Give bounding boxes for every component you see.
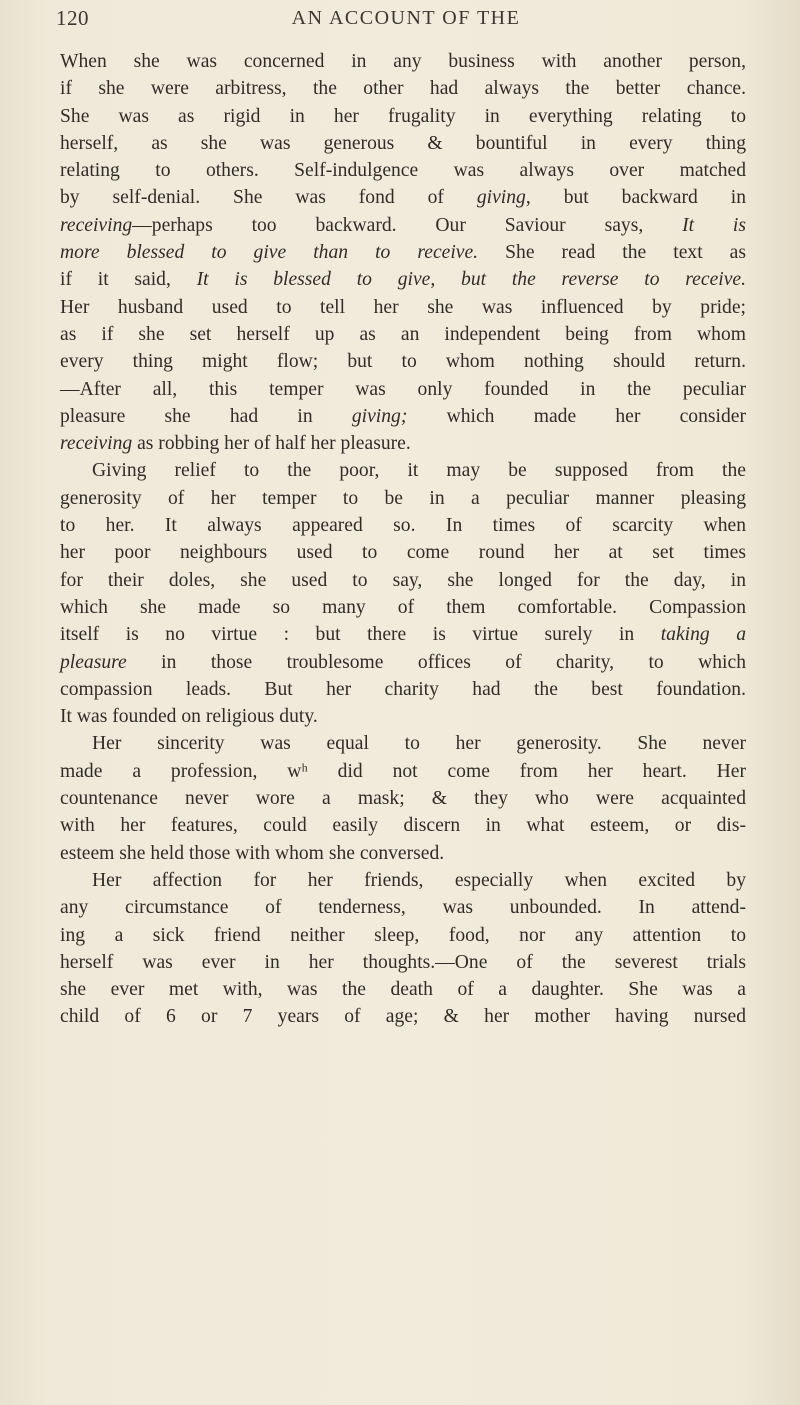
- italic-phrase: giving: [476, 187, 526, 209]
- italic-phrase: receiving: [60, 214, 133, 236]
- page-header: [56, 6, 756, 36]
- text-segment: in those troublesome offices of charity, to which: [126, 651, 746, 673]
- text-line: [60, 539, 746, 566]
- text-segment: , but backward in: [525, 187, 746, 209]
- text-line: [60, 621, 746, 648]
- text-segment: pleasure she had in: [60, 405, 352, 427]
- italic-phrase: giving;: [351, 405, 408, 427]
- text-segment: compassion leads. But her charity had the best foundation.: [60, 678, 746, 700]
- text-segment: itself is no virtue : but there is virtue surely in: [60, 624, 661, 646]
- text-segment: if it said,: [60, 269, 197, 291]
- text-line: [60, 758, 746, 785]
- text-line: [60, 430, 746, 457]
- text-segment: if she were arbitress, the other had always the better chance.: [60, 78, 746, 100]
- text-segment: herself, as she was generous & bountiful in every thing: [60, 132, 746, 154]
- text-line: [60, 676, 746, 703]
- text-segment: she ever met with, was the death of a daughter. She was a: [60, 979, 746, 1001]
- text-line: [60, 75, 746, 102]
- body-text: [60, 48, 746, 1031]
- text-segment: any circumstance of tenderness, was unbounded. In attend-: [60, 897, 746, 919]
- text-line: [60, 403, 746, 430]
- text-segment: countenance never wore a mask; & they who were acquainted: [60, 788, 746, 810]
- text-line: [60, 485, 746, 512]
- text-segment: Giving relief to the poor, it may be supposed from the: [92, 460, 746, 482]
- italic-phrase: taking a: [660, 624, 747, 646]
- text-segment: her poor neighbours used to come round her at set times: [60, 542, 746, 564]
- text-line: [60, 157, 746, 184]
- text-line: [60, 212, 746, 239]
- text-line: [60, 457, 746, 484]
- text-segment: relating to others. Self-indulgence was always over matched: [60, 160, 746, 182]
- italic-phrase: receiving: [60, 433, 133, 455]
- text-line: [60, 103, 746, 130]
- text-line: [60, 130, 746, 157]
- text-segment: to her. It always appeared so. In times of scarcity when: [60, 515, 746, 537]
- text-line: [60, 294, 746, 321]
- text-segment: —perhaps too backward. Our Saviour says,: [132, 214, 683, 236]
- text-line: [60, 594, 746, 621]
- text-segment: —After all, this temper was only founded in the peculiar: [60, 378, 746, 400]
- text-segment: child of 6 or 7 years of age; & her mother having nursed: [60, 1006, 746, 1028]
- text-segment: Her sincerity was equal to her generosity. She never: [92, 733, 746, 755]
- text-segment: esteem she held those with whom she conversed.: [60, 842, 445, 864]
- page-number: 120: [56, 6, 89, 30]
- text-segment: Her husband used to tell her she was influenced by pride;: [60, 296, 746, 318]
- text-segment: by self-denial. She was fond of: [60, 187, 477, 209]
- text-line: [60, 812, 746, 839]
- text-segment: made a profession, wʰ did not come from her heart. Her: [60, 760, 746, 782]
- text-line: [60, 184, 746, 211]
- italic-phrase: It is: [682, 214, 747, 236]
- text-line: [60, 867, 746, 894]
- running-head: AN ACCOUNT OF THE: [291, 7, 521, 29]
- text-line: [60, 949, 746, 976]
- text-segment: Her affection for her friends, especially when excited by: [92, 869, 746, 891]
- text-line: [60, 840, 746, 867]
- text-segment: as if she set herself up as an independent being from whom: [60, 323, 746, 345]
- text-line: [60, 266, 746, 293]
- text-segment: She read the text as: [478, 242, 746, 264]
- italic-phrase: more blessed to give than to receive.: [60, 242, 479, 264]
- text-segment: which made her consider: [407, 405, 746, 427]
- text-segment: as robbing her of half her pleasure.: [132, 433, 411, 455]
- text-line: [60, 922, 746, 949]
- text-line: [60, 239, 746, 266]
- italic-phrase: It is blessed to give, but the reverse to receive.: [196, 269, 747, 291]
- text-segment: every thing might flow; but to whom nothing should return.: [60, 351, 746, 373]
- text-line: [60, 348, 746, 375]
- text-segment: ing a sick friend neither sleep, food, nor any attention to: [60, 924, 746, 946]
- text-line: [60, 376, 746, 403]
- text-segment: generosity of her temper to be in a peculiar manner pleasing: [60, 487, 746, 509]
- text-segment: It was founded on religious duty.: [60, 706, 318, 728]
- text-line: [60, 976, 746, 1003]
- italic-phrase: pleasure: [60, 651, 127, 673]
- text-segment: with her features, could easily discern in what esteem, or dis-: [60, 815, 746, 837]
- text-segment: She was as rigid in her frugality in everything relating to: [60, 105, 746, 127]
- text-line: [60, 567, 746, 594]
- text-line: [60, 649, 746, 676]
- text-line: [60, 48, 746, 75]
- text-line: [60, 785, 746, 812]
- text-line: [60, 703, 746, 730]
- text-line: [60, 1003, 746, 1030]
- text-segment: herself was ever in her thoughts.—One of the severest trials: [60, 951, 746, 973]
- text-line: [60, 321, 746, 348]
- text-segment: for their doles, she used to say, she longed for the day, in: [60, 569, 746, 591]
- text-segment: When she was concerned in any business with another person,: [60, 51, 746, 72]
- text-line: [60, 894, 746, 921]
- text-line: [60, 512, 746, 539]
- text-segment: which she made so many of them comfortable. Compassion: [60, 596, 746, 618]
- text-line: [60, 730, 746, 757]
